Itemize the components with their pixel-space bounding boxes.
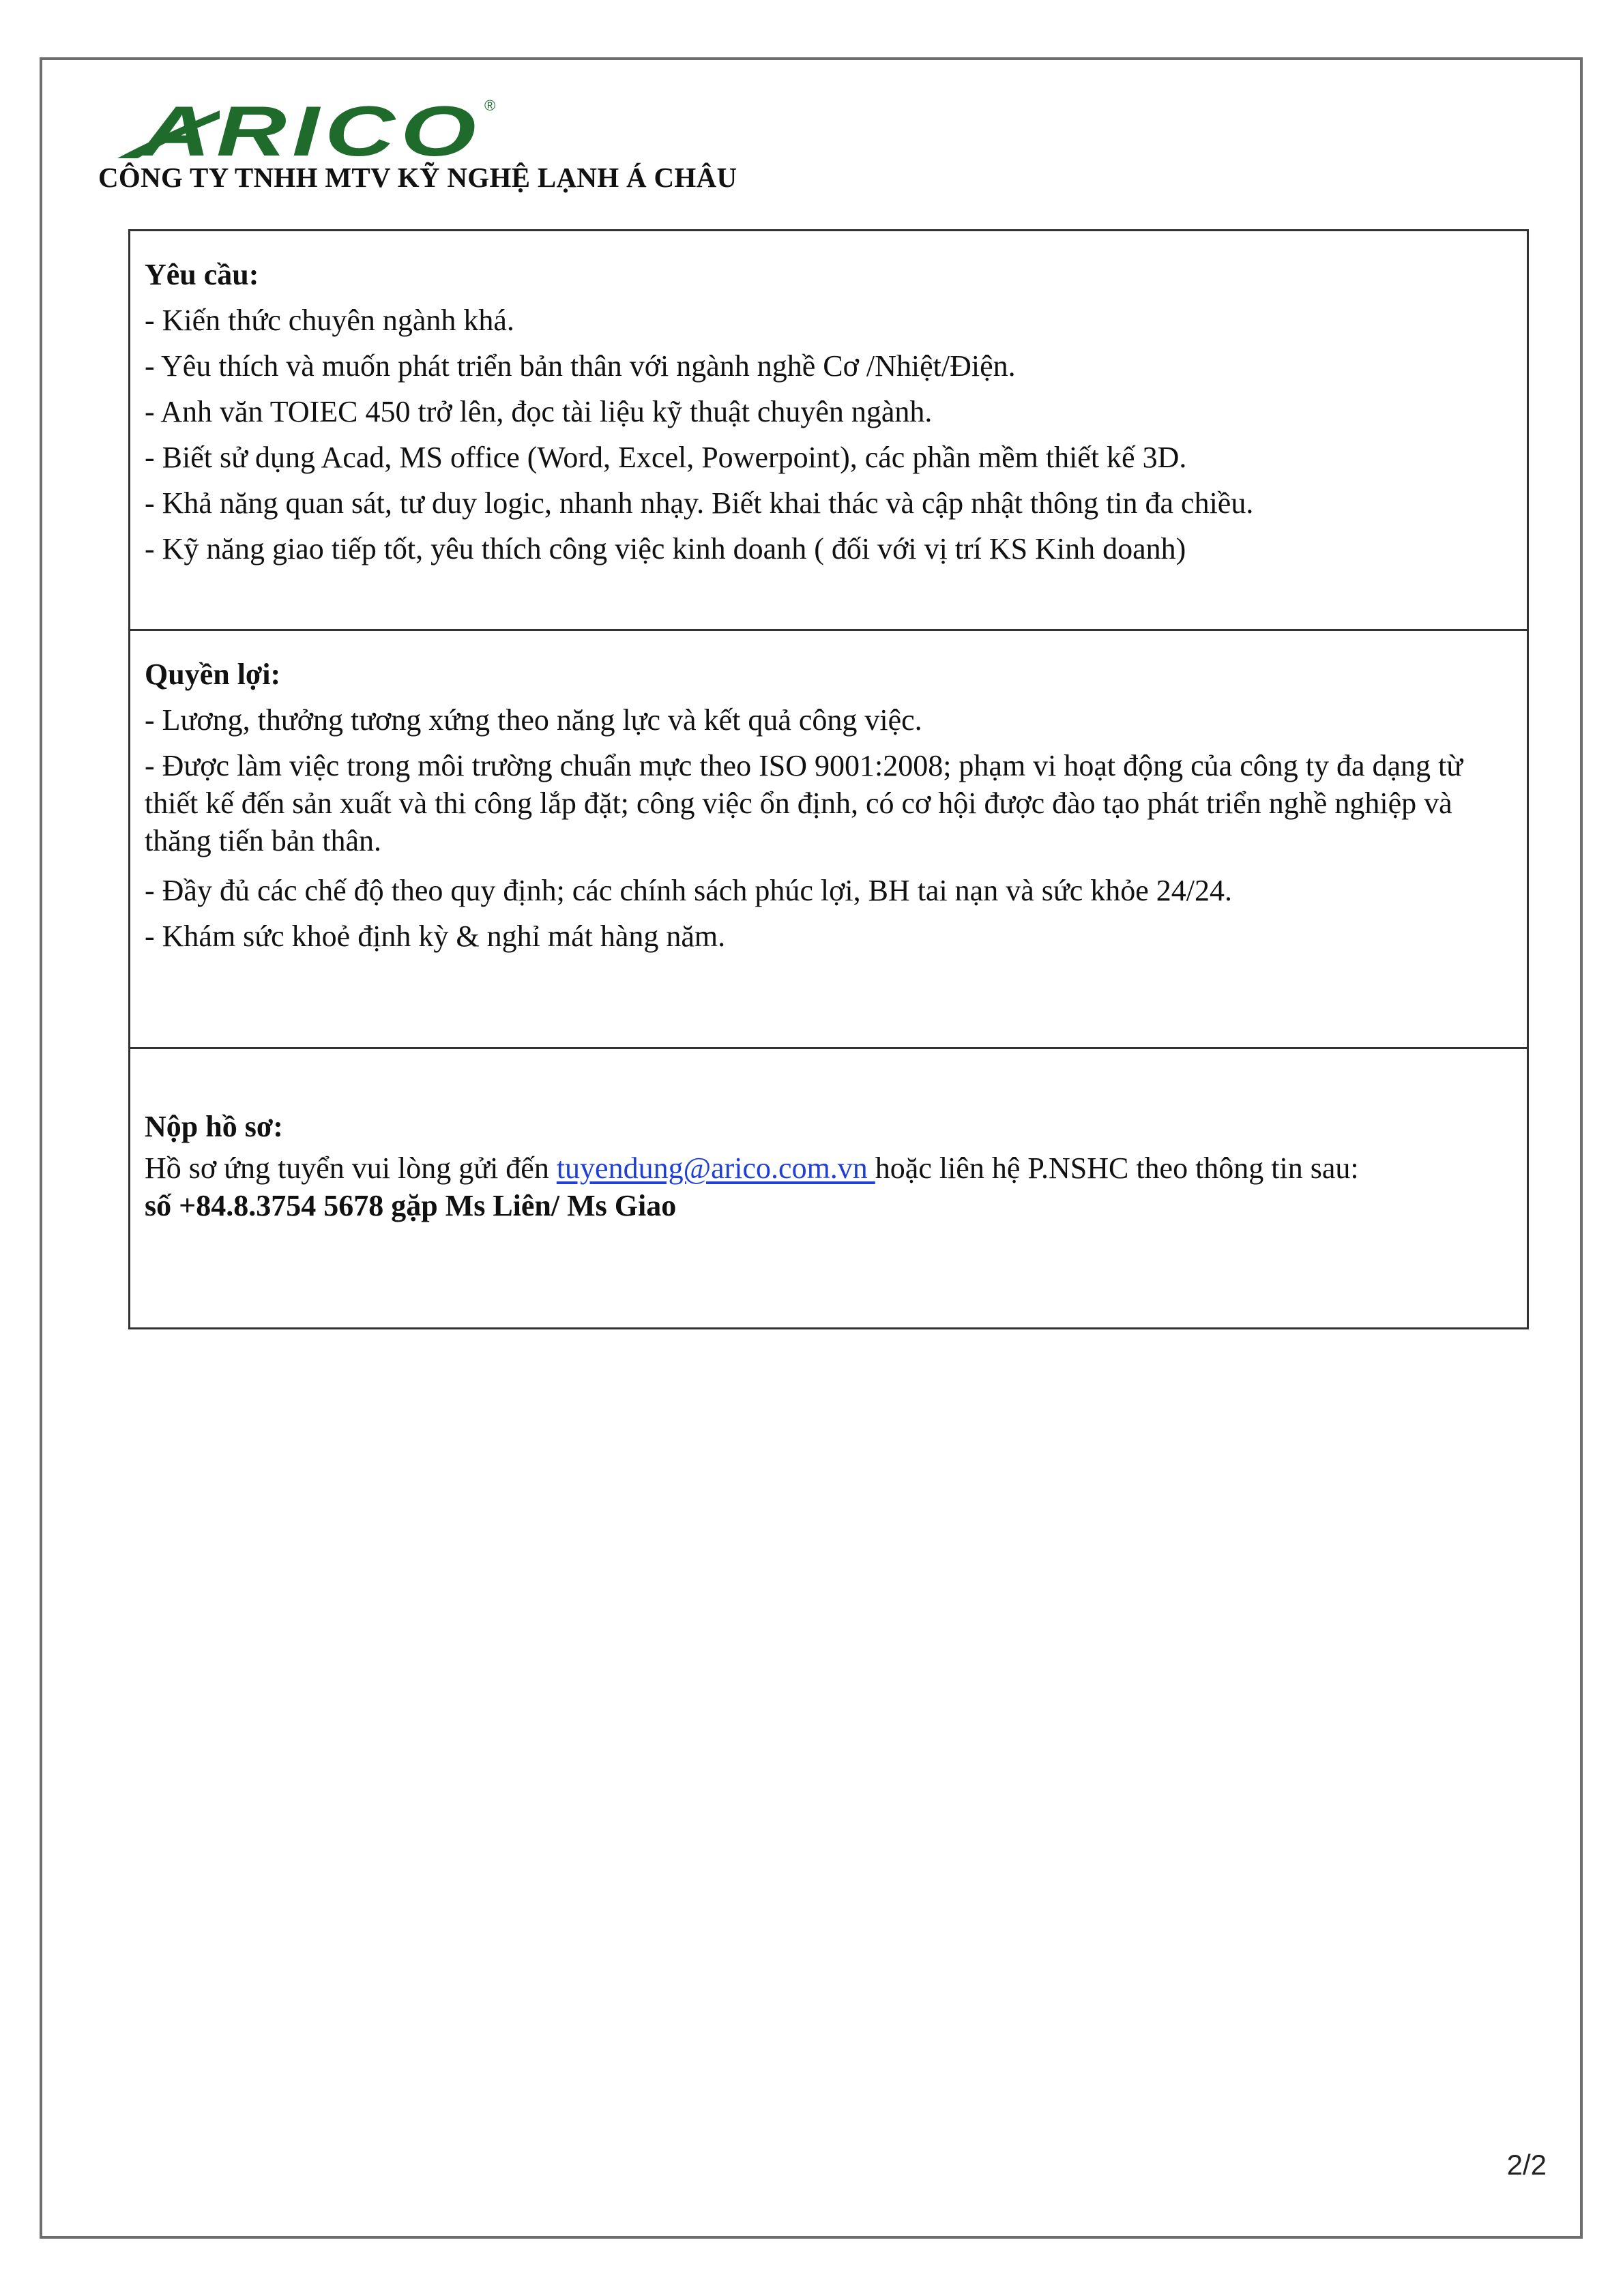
requirement-item: - Anh văn TOIEC 450 trở lên, đọc tài liệu kỹ thuật chuyên ngành. <box>145 395 933 428</box>
contact-phone: số +84.8.3754 5678 gặp Ms Liên/ Ms Giao <box>145 1189 677 1222</box>
application-title: Nộp hồ sơ: <box>145 1110 283 1143</box>
application-text-before: Hồ sơ ứng tuyển vui lòng gửi đến <box>145 1151 557 1185</box>
requirement-item: - Biết sử dụng Acad, MS office (Word, Excel, Powerpoint), các phần mềm thiết kế 3D. <box>145 441 1187 474</box>
benefit-item: - Được làm việc trong môi trường chuẩn mực theo ISO 9001:2008; phạm vi hoạt động của công ty đa dạng từ thiết kế đến sản xuất và thi công lắp đặt; công việc ổn định, có cơ hội được đào tạo phát triển nghề nghiệp và thăng tiến bản thân. <box>145 749 1463 857</box>
registered-mark: ® <box>484 97 496 114</box>
company-name: CÔNG TY TNHH MTV KỸ NGHỆ LẠNH Á CHÂU <box>98 162 737 193</box>
requirement-item: - Yêu thích và muốn phát triển bản thân với ngành nghề Cơ /Nhiệt/Điện. <box>145 349 1016 383</box>
benefit-item: - Khám sức khoẻ định kỳ & nghỉ mát hàng năm. <box>145 919 726 953</box>
application-text-after: hoặc liên hệ P.NSHC theo thông tin sau: <box>875 1151 1359 1185</box>
requirement-item: - Kiến thức chuyên ngành khá. <box>145 304 514 337</box>
benefits-section <box>130 629 1527 1047</box>
content-table <box>128 229 1529 1329</box>
benefit-item: - Đầy đủ các chế độ theo quy định; các chính sách phúc lợi, BH tai nạn và sức khỏe 24/24. <box>145 874 1232 907</box>
requirements-section <box>130 231 1527 629</box>
requirement-item: - Khả năng quan sát, tư duy logic, nhanh nhạy. Biết khai thác và cập nhật thông tin đa chiều. <box>145 486 1254 520</box>
benefit-item: - Lương, thưởng tương xứng theo năng lực và kết quả công việc. <box>145 703 922 737</box>
logo-wordmark: ARICO <box>137 95 482 164</box>
requirements-title: Yêu cầu: <box>145 258 259 291</box>
benefits-title: Quyền lợi: <box>145 658 281 691</box>
requirement-item: - Kỹ năng giao tiếp tốt, yêu thích công việc kinh doanh ( đối với vị trí KS Kinh doanh) <box>145 532 1186 565</box>
application-instructions <box>145 1149 1513 1187</box>
email-link[interactable]: tuyendung@arico.com.vn <box>556 1151 875 1185</box>
arico-logo <box>117 95 499 164</box>
page-number: 2/2 <box>1506 2149 1547 2181</box>
application-section <box>130 1047 1527 1327</box>
